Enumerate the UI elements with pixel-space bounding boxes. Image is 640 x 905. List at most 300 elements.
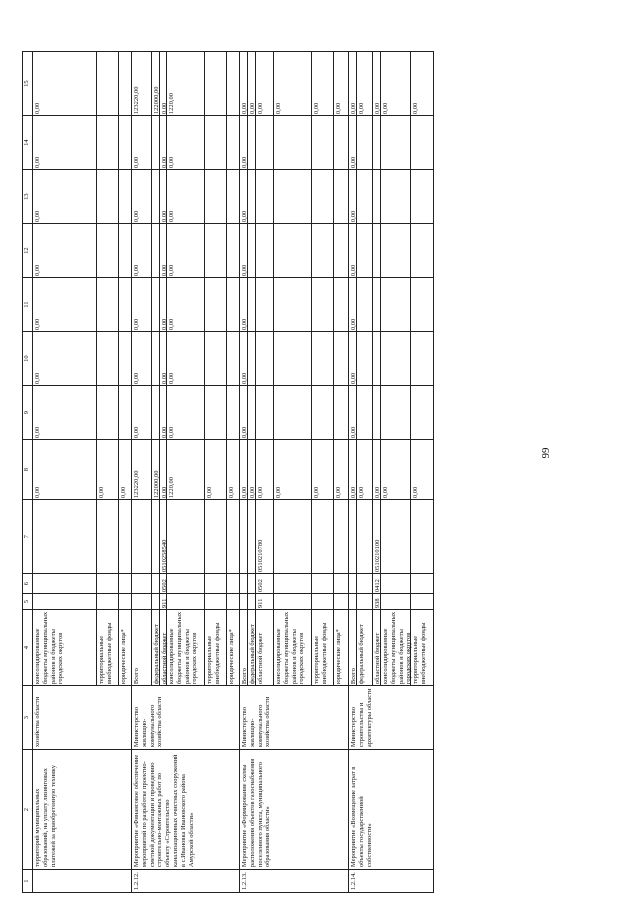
section-code [33, 574, 132, 594]
value-cell: 0,00 [373, 52, 381, 115]
funding-source: юридические лица* [228, 629, 235, 685]
value-cell [97, 52, 119, 115]
responsible-executor: Министерство жилищно-коммунального хозяйства области [240, 686, 349, 750]
value-cell [334, 278, 348, 331]
value-cell [357, 170, 373, 223]
value-cell: 0,00 [132, 224, 152, 277]
value-column [33, 116, 132, 170]
value-cell: 0,00 [167, 386, 205, 439]
value-cell: 0,00 [335, 486, 342, 499]
col-header: 5 [23, 594, 33, 610]
code-cell [33, 500, 97, 573]
funding-sources [240, 610, 349, 686]
value-cell: 0,00 [240, 386, 248, 439]
value-cell [119, 386, 131, 439]
responsible-executor: хозяйства области [33, 686, 132, 750]
funding-source: консолидированные бюджеты муниципальных районов и бюджеты городских округов [274, 610, 312, 685]
value-column [240, 386, 349, 440]
code-cell [349, 500, 357, 573]
value-cell: 0,00 [274, 440, 312, 499]
value-cell: 122000,00 [152, 440, 160, 499]
value-cell [381, 170, 411, 223]
value-cell [205, 52, 227, 115]
grbs-code [132, 594, 240, 610]
value-cell: 0,00 [228, 486, 235, 499]
target-article-code [349, 500, 434, 574]
code-cell [119, 500, 131, 573]
value-cell [274, 116, 312, 169]
funding-source: территориальные внебюджетные фонды [97, 610, 119, 685]
value-cell [334, 170, 348, 223]
measure-name: территорий муниципальных образований, на уплату лизинговых платежей за приобретенную технику [33, 750, 132, 870]
value-cell: 0,00 [33, 170, 97, 223]
value-cell [248, 278, 256, 331]
funding-source: Всего [240, 610, 248, 685]
value-cell: 0,00 [256, 440, 274, 499]
value-cell [152, 278, 160, 331]
code-cell [167, 500, 205, 573]
row-number [33, 870, 132, 893]
value-cell [205, 224, 227, 277]
code-cell [227, 500, 239, 573]
value-column [33, 386, 132, 440]
funding-source: федеральный бюджет [357, 610, 373, 685]
value-cell [373, 224, 381, 277]
col-header: 2 [23, 750, 33, 870]
value-cell: 0,00 [132, 170, 152, 223]
code-cell [334, 594, 348, 609]
code-cell [119, 594, 131, 609]
code-cell [240, 594, 248, 609]
value-cell: 1220,00 [167, 440, 205, 499]
value-cell: 123220,00 [132, 440, 152, 499]
value-cell: 0,00 [357, 52, 373, 115]
value-cell [97, 332, 119, 385]
value-column [349, 224, 434, 278]
funding-sources [132, 610, 240, 686]
value-column [132, 116, 240, 170]
value-cell: 0,00 [33, 224, 97, 277]
value-cell: 0,00 [33, 332, 97, 385]
value-cell: 0,00 [33, 116, 97, 169]
funding-source: территориальные внебюджетные фонды [205, 610, 227, 685]
value-cell [373, 386, 381, 439]
code-cell: 938 [373, 594, 381, 609]
col-header: 3 [23, 686, 33, 750]
code-cell [33, 574, 97, 593]
code-cell: 911 [160, 594, 167, 609]
code-cell [274, 500, 312, 573]
value-column [240, 278, 349, 332]
funding-source: Всего [349, 610, 357, 685]
value-cell [248, 386, 256, 439]
code-cell [167, 574, 205, 593]
value-column [349, 52, 434, 116]
value-cell: 0,00 [167, 224, 205, 277]
code-cell [357, 500, 373, 573]
col-header: 14 [23, 116, 33, 170]
value-cell [119, 332, 131, 385]
col-header: 8 [23, 440, 33, 500]
value-cell [97, 116, 119, 169]
value-cell: 0,00 [120, 486, 127, 499]
value-cell [227, 386, 239, 439]
value-cell [373, 278, 381, 331]
value-cell [334, 332, 348, 385]
value-cell [274, 224, 312, 277]
code-cell [357, 594, 373, 609]
value-cell [227, 116, 239, 169]
value-cell [312, 332, 334, 385]
measure-name: Мероприятие «Возмещение затрат в объекты государственной собственности» [349, 750, 434, 870]
col-header: 15 [23, 52, 33, 116]
code-cell: 0510210100 [373, 500, 381, 573]
value-cell: 123220,00 [132, 52, 152, 115]
value-cell: 0,00 [240, 224, 248, 277]
code-cell: 0510258540 [160, 500, 167, 573]
value-column [240, 52, 349, 116]
code-cell [274, 594, 312, 609]
target-article-code [132, 500, 240, 574]
value-cell: 0,00 [312, 52, 334, 115]
code-cell [152, 594, 160, 609]
code-cell [167, 594, 205, 609]
value-cell [227, 170, 239, 223]
value-cell [119, 278, 131, 331]
value-cell: 0,00 [240, 116, 248, 169]
funding-source: консолидированные бюджеты муниципальных районов и бюджеты городских округов [33, 610, 97, 685]
funding-source: областной бюджет [160, 610, 167, 685]
row-number: 1.2.14. [349, 870, 434, 893]
funding-source: юридические лица* [335, 629, 342, 685]
value-cell [205, 116, 227, 169]
code-cell [381, 500, 411, 573]
program-row [349, 52, 434, 893]
code-cell [152, 574, 160, 593]
program-row [33, 52, 132, 893]
code-cell [97, 500, 119, 573]
value-cell: 0,00 [349, 440, 357, 499]
target-article-code [240, 500, 349, 574]
value-cell [97, 170, 119, 223]
value-cell: 0,00 [160, 440, 167, 499]
value-cell [411, 116, 433, 169]
funding-source: федеральный бюджет [152, 610, 160, 685]
value-cell: 0,00 [160, 332, 167, 385]
value-cell [248, 170, 256, 223]
value-cell [373, 116, 381, 169]
value-cell: 0,00 [312, 440, 334, 499]
value-cell: 0,00 [167, 332, 205, 385]
value-cell [373, 170, 381, 223]
code-cell [312, 574, 334, 593]
value-column [240, 224, 349, 278]
value-column [132, 332, 240, 386]
value-cell [357, 224, 373, 277]
code-cell [312, 594, 334, 609]
value-cell [152, 116, 160, 169]
value-cell [248, 224, 256, 277]
value-cell [119, 116, 131, 169]
responsible-executor: Министерство строительства и архитектуры области [349, 686, 434, 750]
value-cell: 0,00 [132, 332, 152, 385]
col-header: 12 [23, 224, 33, 278]
value-cell: 0,00 [160, 278, 167, 331]
value-cell: 0,00 [33, 440, 97, 499]
value-cell: 0,00 [240, 170, 248, 223]
section-code [349, 574, 434, 594]
target-article-code [33, 500, 132, 574]
value-cell: 0,00 [335, 102, 342, 115]
value-cell [227, 224, 239, 277]
funding-source: Всего [132, 610, 152, 685]
value-column [349, 440, 434, 500]
responsible-executor: Министерство жилищно-коммунального хозяйства области [132, 686, 240, 750]
value-column [33, 440, 132, 500]
code-cell [381, 594, 411, 609]
value-cell [411, 170, 433, 223]
code-cell [33, 594, 97, 609]
value-cell [152, 332, 160, 385]
value-cell [357, 386, 373, 439]
funding-sources [33, 610, 132, 686]
value-cell [411, 278, 433, 331]
page-number: 99 [540, 447, 552, 459]
funding-source: консолидированные бюджеты муниципальных районов и бюджеты городских округов [167, 610, 205, 685]
code-cell [205, 574, 227, 593]
value-column [132, 170, 240, 224]
value-cell [274, 278, 312, 331]
budget-table [22, 51, 434, 893]
value-cell: 0,00 [160, 224, 167, 277]
funding-source: областной бюджет [373, 610, 381, 685]
code-cell [97, 594, 119, 609]
col-header: 11 [23, 278, 33, 332]
code-cell: 911 [256, 594, 274, 609]
value-column [349, 170, 434, 224]
value-cell: 1220,00 [167, 52, 205, 115]
value-cell [312, 386, 334, 439]
value-cell: 0,00 [240, 52, 248, 115]
code-cell [357, 574, 373, 593]
value-column [240, 116, 349, 170]
value-cell [357, 116, 373, 169]
col-header: 1 [23, 870, 33, 893]
value-cell: 0,00 [274, 52, 312, 115]
value-cell: 0,00 [240, 440, 248, 499]
value-cell [256, 116, 274, 169]
code-cell [132, 574, 152, 593]
value-cell [97, 386, 119, 439]
measure-name: Мероприятие «Формирование схемы расположения объектов газоснабжения поселенного пункта, муниципального образования области» [240, 750, 349, 870]
value-cell: 0,00 [160, 116, 167, 169]
code-cell [227, 574, 239, 593]
code-cell: 0412 [373, 574, 381, 593]
value-cell: 0,00 [132, 278, 152, 331]
value-cell: 0,00 [248, 440, 256, 499]
value-cell: 0,00 [349, 278, 357, 331]
value-cell: 0,00 [248, 52, 256, 115]
value-cell: 0,00 [205, 440, 227, 499]
value-cell: 0,00 [349, 170, 357, 223]
code-cell [132, 594, 152, 609]
value-column [240, 440, 349, 500]
section-code [240, 574, 349, 594]
col-header: 6 [23, 574, 33, 594]
value-cell [381, 278, 411, 331]
funding-source: юридические лица* [120, 629, 127, 685]
value-cell: 0,00 [132, 386, 152, 439]
code-cell: 0510210780 [256, 500, 274, 573]
code-cell [349, 574, 357, 593]
value-cell [411, 224, 433, 277]
value-column [349, 332, 434, 386]
value-cell: 0,00 [33, 386, 97, 439]
value-cell: 0,00 [381, 440, 411, 499]
funding-source: областной бюджет [256, 610, 274, 685]
measure-name: Мероприятие «Финансовое обеспечение мероприятий по разработке проектно-сметной документации и проведению строительно-монтажных работ по объекту «Строительство канализационных очистных сооружений в с.Ивановка Ивановского района Амурской области» [132, 750, 240, 870]
code-cell [411, 574, 433, 593]
row-number: 1.2.12. [132, 870, 240, 893]
value-cell [312, 278, 334, 331]
value-cell [334, 386, 348, 439]
value-cell: 0,00 [132, 116, 152, 169]
value-cell: 0,00 [349, 52, 357, 115]
value-cell [274, 170, 312, 223]
code-cell [205, 594, 227, 609]
code-cell [227, 594, 239, 609]
grbs-code [33, 594, 132, 610]
value-cell: 0,00 [167, 278, 205, 331]
value-cell [381, 116, 411, 169]
value-cell [256, 170, 274, 223]
value-column [132, 440, 240, 500]
value-cell [205, 278, 227, 331]
program-row [132, 52, 240, 893]
value-cell: 0,00 [373, 440, 381, 499]
code-cell [411, 594, 433, 609]
value-cell [312, 170, 334, 223]
code-cell [132, 500, 152, 573]
value-cell: 0,00 [33, 52, 97, 115]
value-cell: 0,00 [33, 278, 97, 331]
value-cell [411, 386, 433, 439]
funding-source: консолидированные бюджеты муниципальных районов и бюджеты городских округов [382, 611, 413, 685]
value-cell [274, 386, 312, 439]
value-column [132, 386, 240, 440]
code-cell: 0502 [160, 574, 167, 593]
value-column [132, 278, 240, 332]
value-cell [227, 52, 239, 115]
value-cell [256, 224, 274, 277]
value-cell [152, 386, 160, 439]
code-cell [248, 594, 256, 609]
value-column [33, 170, 132, 224]
code-cell [334, 500, 348, 573]
code-cell [97, 574, 119, 593]
value-column [349, 386, 434, 440]
value-cell [373, 332, 381, 385]
value-cell [97, 278, 119, 331]
value-cell [274, 332, 312, 385]
value-column [33, 278, 132, 332]
value-cell [248, 332, 256, 385]
value-cell: 0,00 [160, 170, 167, 223]
funding-source: территориальные внебюджетные фонды [412, 622, 427, 685]
value-cell: 0,00 [240, 332, 248, 385]
value-cell: 0,00 [167, 170, 205, 223]
value-cell [119, 52, 131, 115]
value-cell: 0,00 [240, 278, 248, 331]
funding-source: федеральный бюджет [248, 610, 256, 685]
section-code [132, 574, 240, 594]
col-header: 7 [23, 500, 33, 574]
value-cell: 0,00 [160, 386, 167, 439]
value-column [33, 52, 132, 116]
grbs-code [349, 594, 434, 610]
value-column [349, 116, 434, 170]
code-cell [152, 500, 160, 573]
value-cell [334, 224, 348, 277]
value-cell [357, 278, 373, 331]
grbs-code [240, 594, 349, 610]
value-cell [312, 116, 334, 169]
value-cell: 0,00 [357, 440, 373, 499]
code-cell [274, 574, 312, 593]
code-cell: 0502 [256, 574, 274, 593]
value-cell [248, 116, 256, 169]
col-header: 4 [23, 610, 33, 686]
value-cell [334, 116, 348, 169]
value-cell [119, 170, 131, 223]
value-cell: 122000,00 [152, 52, 160, 115]
value-column [33, 224, 132, 278]
col-header: 9 [23, 386, 33, 440]
value-cell [381, 386, 411, 439]
value-cell [205, 332, 227, 385]
value-cell [256, 386, 274, 439]
value-cell [205, 170, 227, 223]
code-cell [248, 574, 256, 593]
value-column [240, 170, 349, 224]
value-cell: 0,00 [349, 116, 357, 169]
value-cell: 0,00 [412, 102, 419, 115]
col-header: 13 [23, 170, 33, 224]
value-cell [152, 170, 160, 223]
value-column [132, 224, 240, 278]
value-column [240, 332, 349, 386]
code-cell [240, 574, 248, 593]
value-cell: 0,00 [349, 224, 357, 277]
header-row [23, 52, 33, 893]
value-cell [411, 332, 433, 385]
value-cell [312, 224, 334, 277]
value-cell [227, 332, 239, 385]
code-cell [381, 574, 411, 593]
value-cell: 0,00 [97, 440, 119, 499]
value-cell [256, 278, 274, 331]
value-column [132, 52, 240, 116]
value-cell: 0,00 [167, 116, 205, 169]
code-cell [240, 500, 248, 573]
value-cell [381, 224, 411, 277]
value-cell: 0,00 [160, 52, 167, 115]
value-cell [97, 224, 119, 277]
value-cell: 0,00 [412, 486, 419, 499]
value-cell: 0,00 [349, 386, 357, 439]
value-cell: 0,00 [256, 52, 274, 115]
value-column [349, 278, 434, 332]
